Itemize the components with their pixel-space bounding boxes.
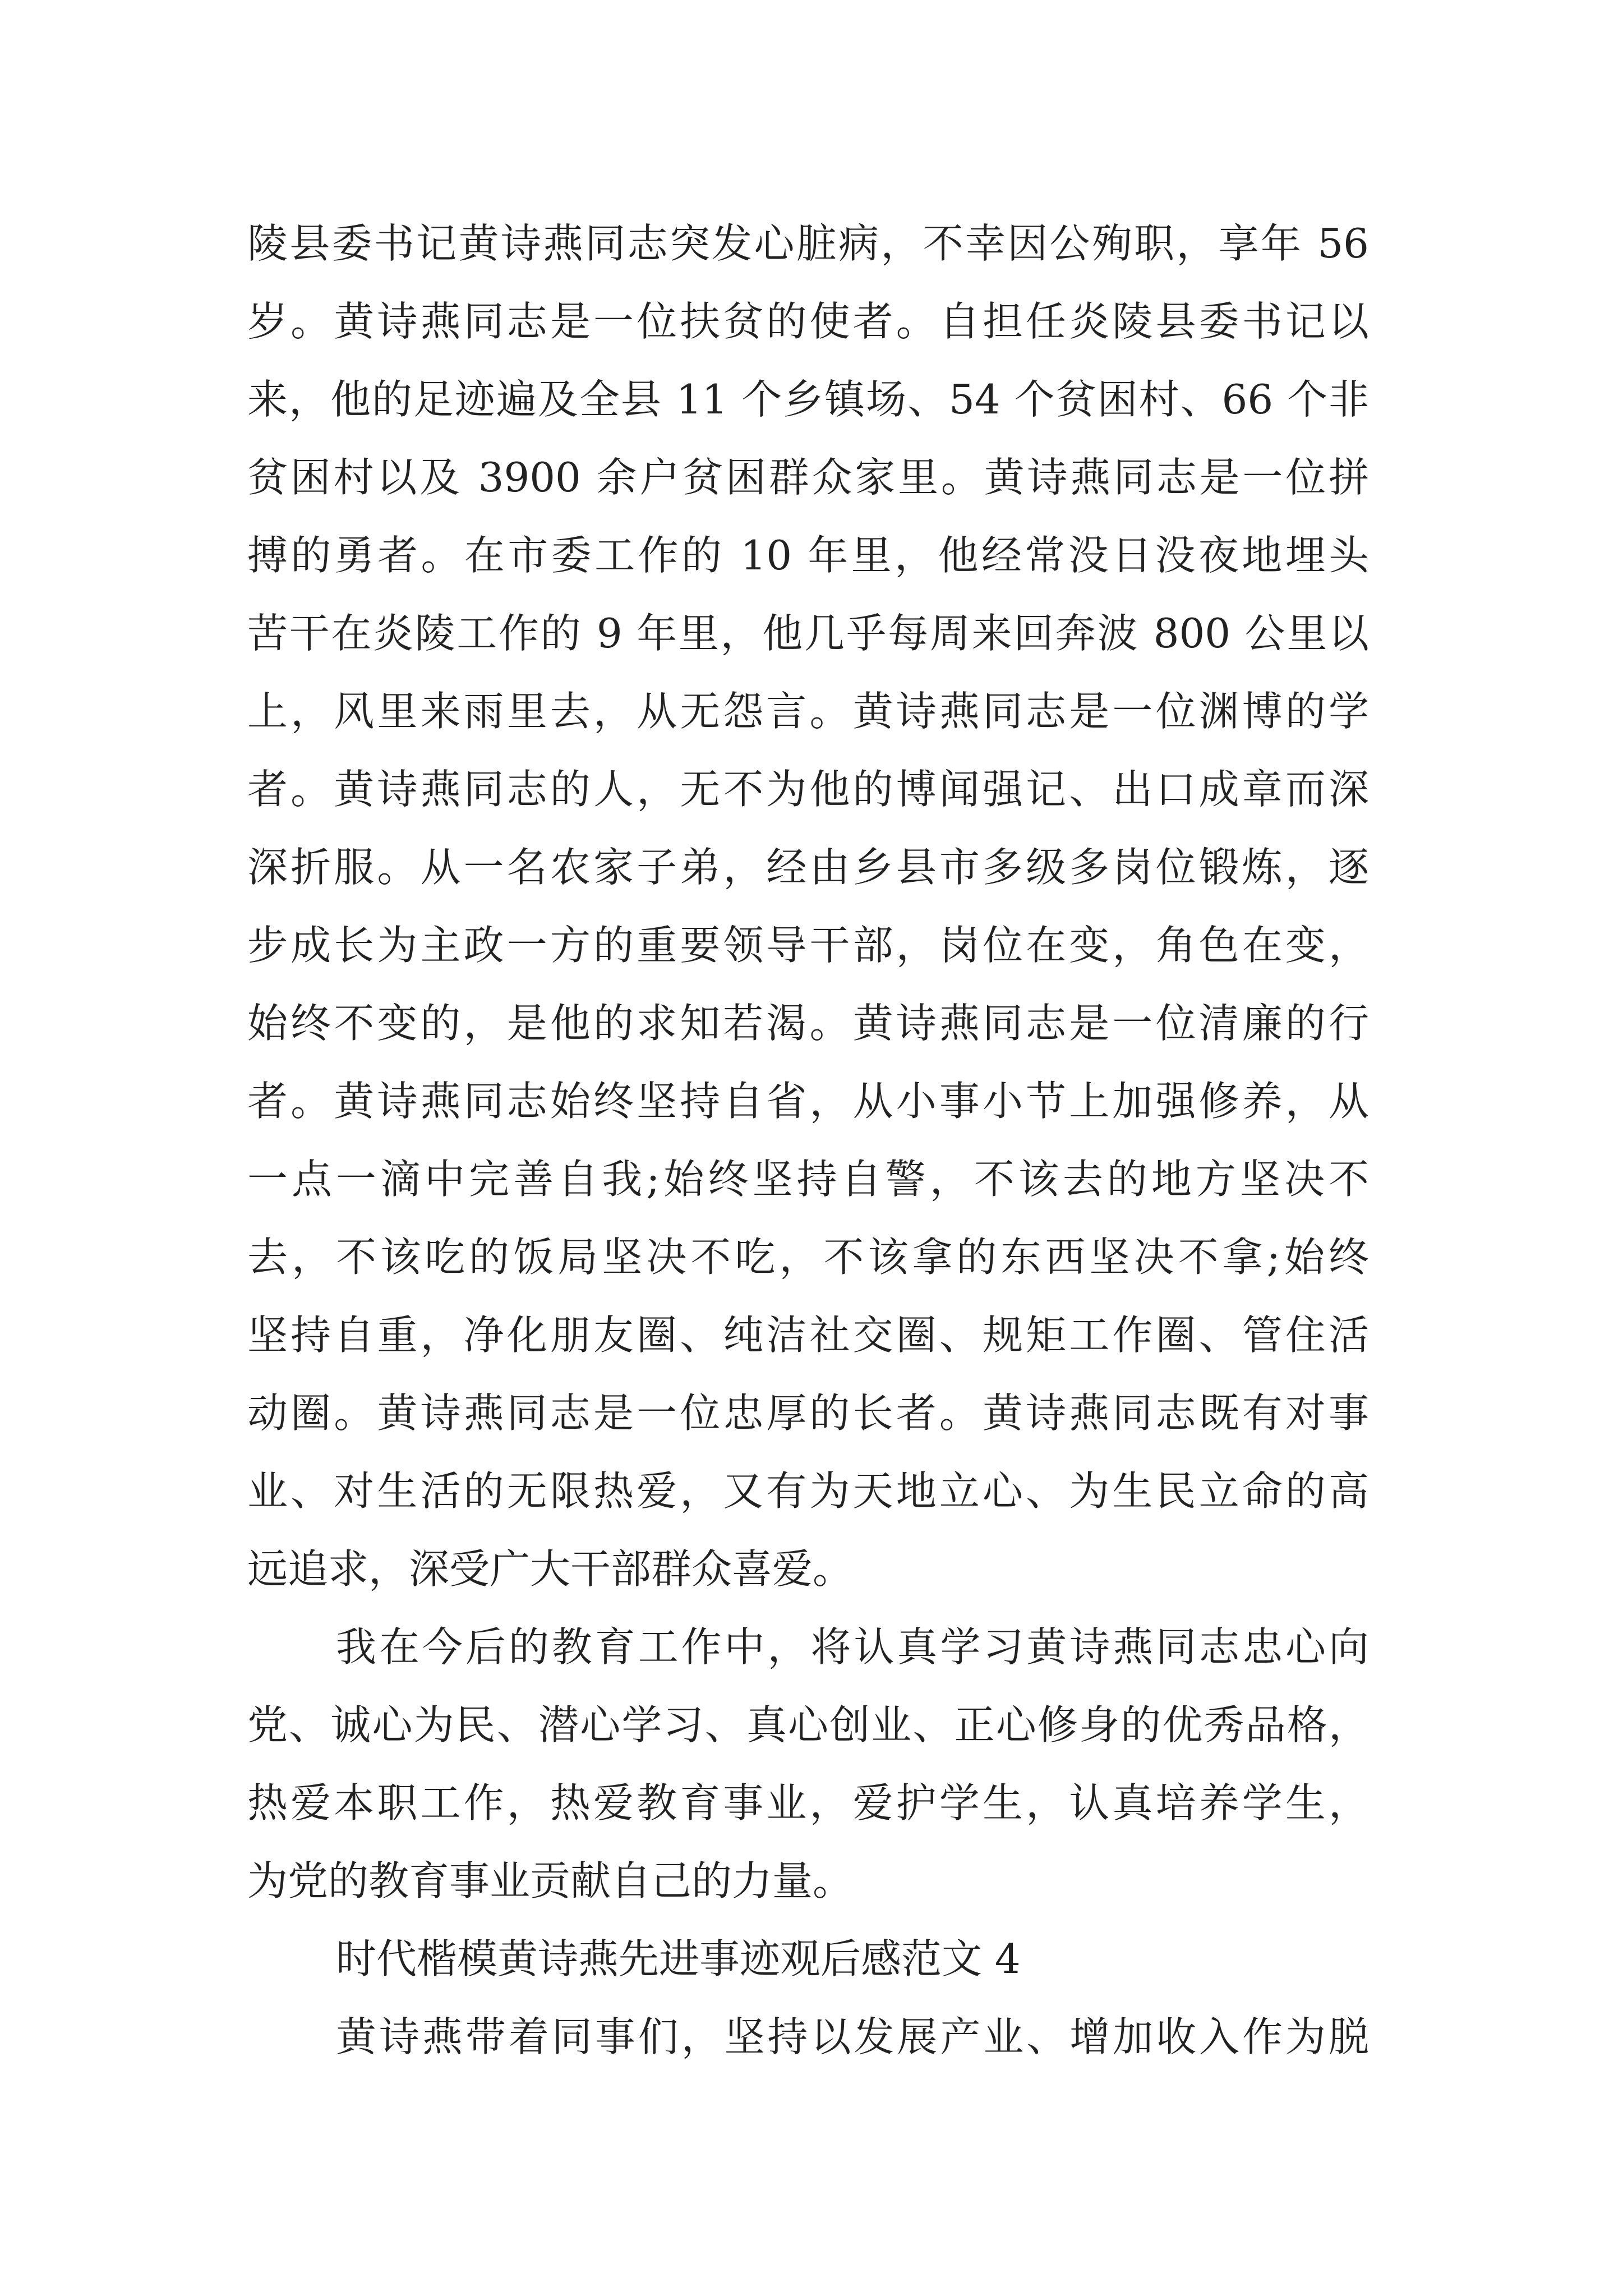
paragraph-line: 党、诚心为民、潜心学习、真心创业、正心修身的优秀品格， bbox=[247, 1701, 1369, 1749]
paragraph-line: 苦干在炎陵工作的 9 年里，他几乎每周来回奔波 800 公里以 bbox=[247, 610, 1369, 657]
paragraph-line: 者。黄诗燕同志的人，无不为他的博闻强记、出口成章而深 bbox=[247, 766, 1369, 813]
paragraph-line: 去，不该吃的饭局坚决不吃，不该拿的东西坚决不拿;始终 bbox=[247, 1234, 1369, 1281]
paragraph-line: 我在今后的教育工作中，将认真学习黄诗燕同志忠心向 bbox=[336, 1623, 1369, 1671]
paragraph-line: 搏的勇者。在市委工作的 10 年里，他经常没日没夜地埋头 bbox=[247, 532, 1369, 579]
paragraph-line: 为党的教育事业贡献自己的力量。 bbox=[247, 1857, 854, 1904]
paragraph-line: 一点一滴中完善自我;始终坚持自警，不该去的地方坚决不 bbox=[247, 1156, 1369, 1203]
paragraph-line: 业、对生活的无限热爱，又有为天地立心、为生民立命的高 bbox=[247, 1467, 1369, 1515]
paragraph-line: 始终不变的，是他的求知若渴。黄诗燕同志是一位清廉的行 bbox=[247, 1000, 1369, 1047]
section-title: 时代楷模黄诗燕先进事迹观后感范文 4 bbox=[336, 1935, 1021, 1982]
paragraph-line: 岁。黄诗燕同志是一位扶贫的使者。自担任炎陵县委书记以 bbox=[247, 298, 1369, 345]
paragraph-line: 者。黄诗燕同志始终坚持自省，从小事小节上加强修养，从 bbox=[247, 1078, 1369, 1125]
paragraph-line: 动圈。黄诗燕同志是一位忠厚的长者。黄诗燕同志既有对事 bbox=[247, 1389, 1369, 1437]
paragraph-line: 贫困村以及 3900 余户贫困群众家里。黄诗燕同志是一位拼 bbox=[247, 454, 1369, 501]
paragraph-line: 来，他的足迹遍及全县 11 个乡镇场、54 个贫困村、66 个非 bbox=[247, 376, 1369, 423]
paragraph-line: 坚持自重，净化朋友圈、纯洁社交圈、规矩工作圈、管住活 bbox=[247, 1312, 1369, 1359]
paragraph-line: 上，风里来雨里去，从无怨言。黄诗燕同志是一位渊博的学 bbox=[247, 688, 1369, 735]
paragraph-line: 热爱本职工作，热爱教育事业，爱护学生，认真培养学生， bbox=[247, 1779, 1369, 1826]
paragraph-line: 黄诗燕带着同事们，坚持以发展产业、增加收入作为脱 bbox=[336, 2013, 1369, 2060]
paragraph-line: 陵县委书记黄诗燕同志突发心脏病，不幸因公殉职，享年 56 bbox=[247, 220, 1369, 267]
paragraph-line: 步成长为主政一方的重要领导干部，岗位在变，角色在变， bbox=[247, 922, 1369, 969]
paragraph-line: 远追求，深受广大干部群众喜爱。 bbox=[247, 1545, 854, 1593]
paragraph-line: 深折服。从一名农家子弟，经由乡县市多级多岗位锻炼，逐 bbox=[247, 844, 1369, 891]
